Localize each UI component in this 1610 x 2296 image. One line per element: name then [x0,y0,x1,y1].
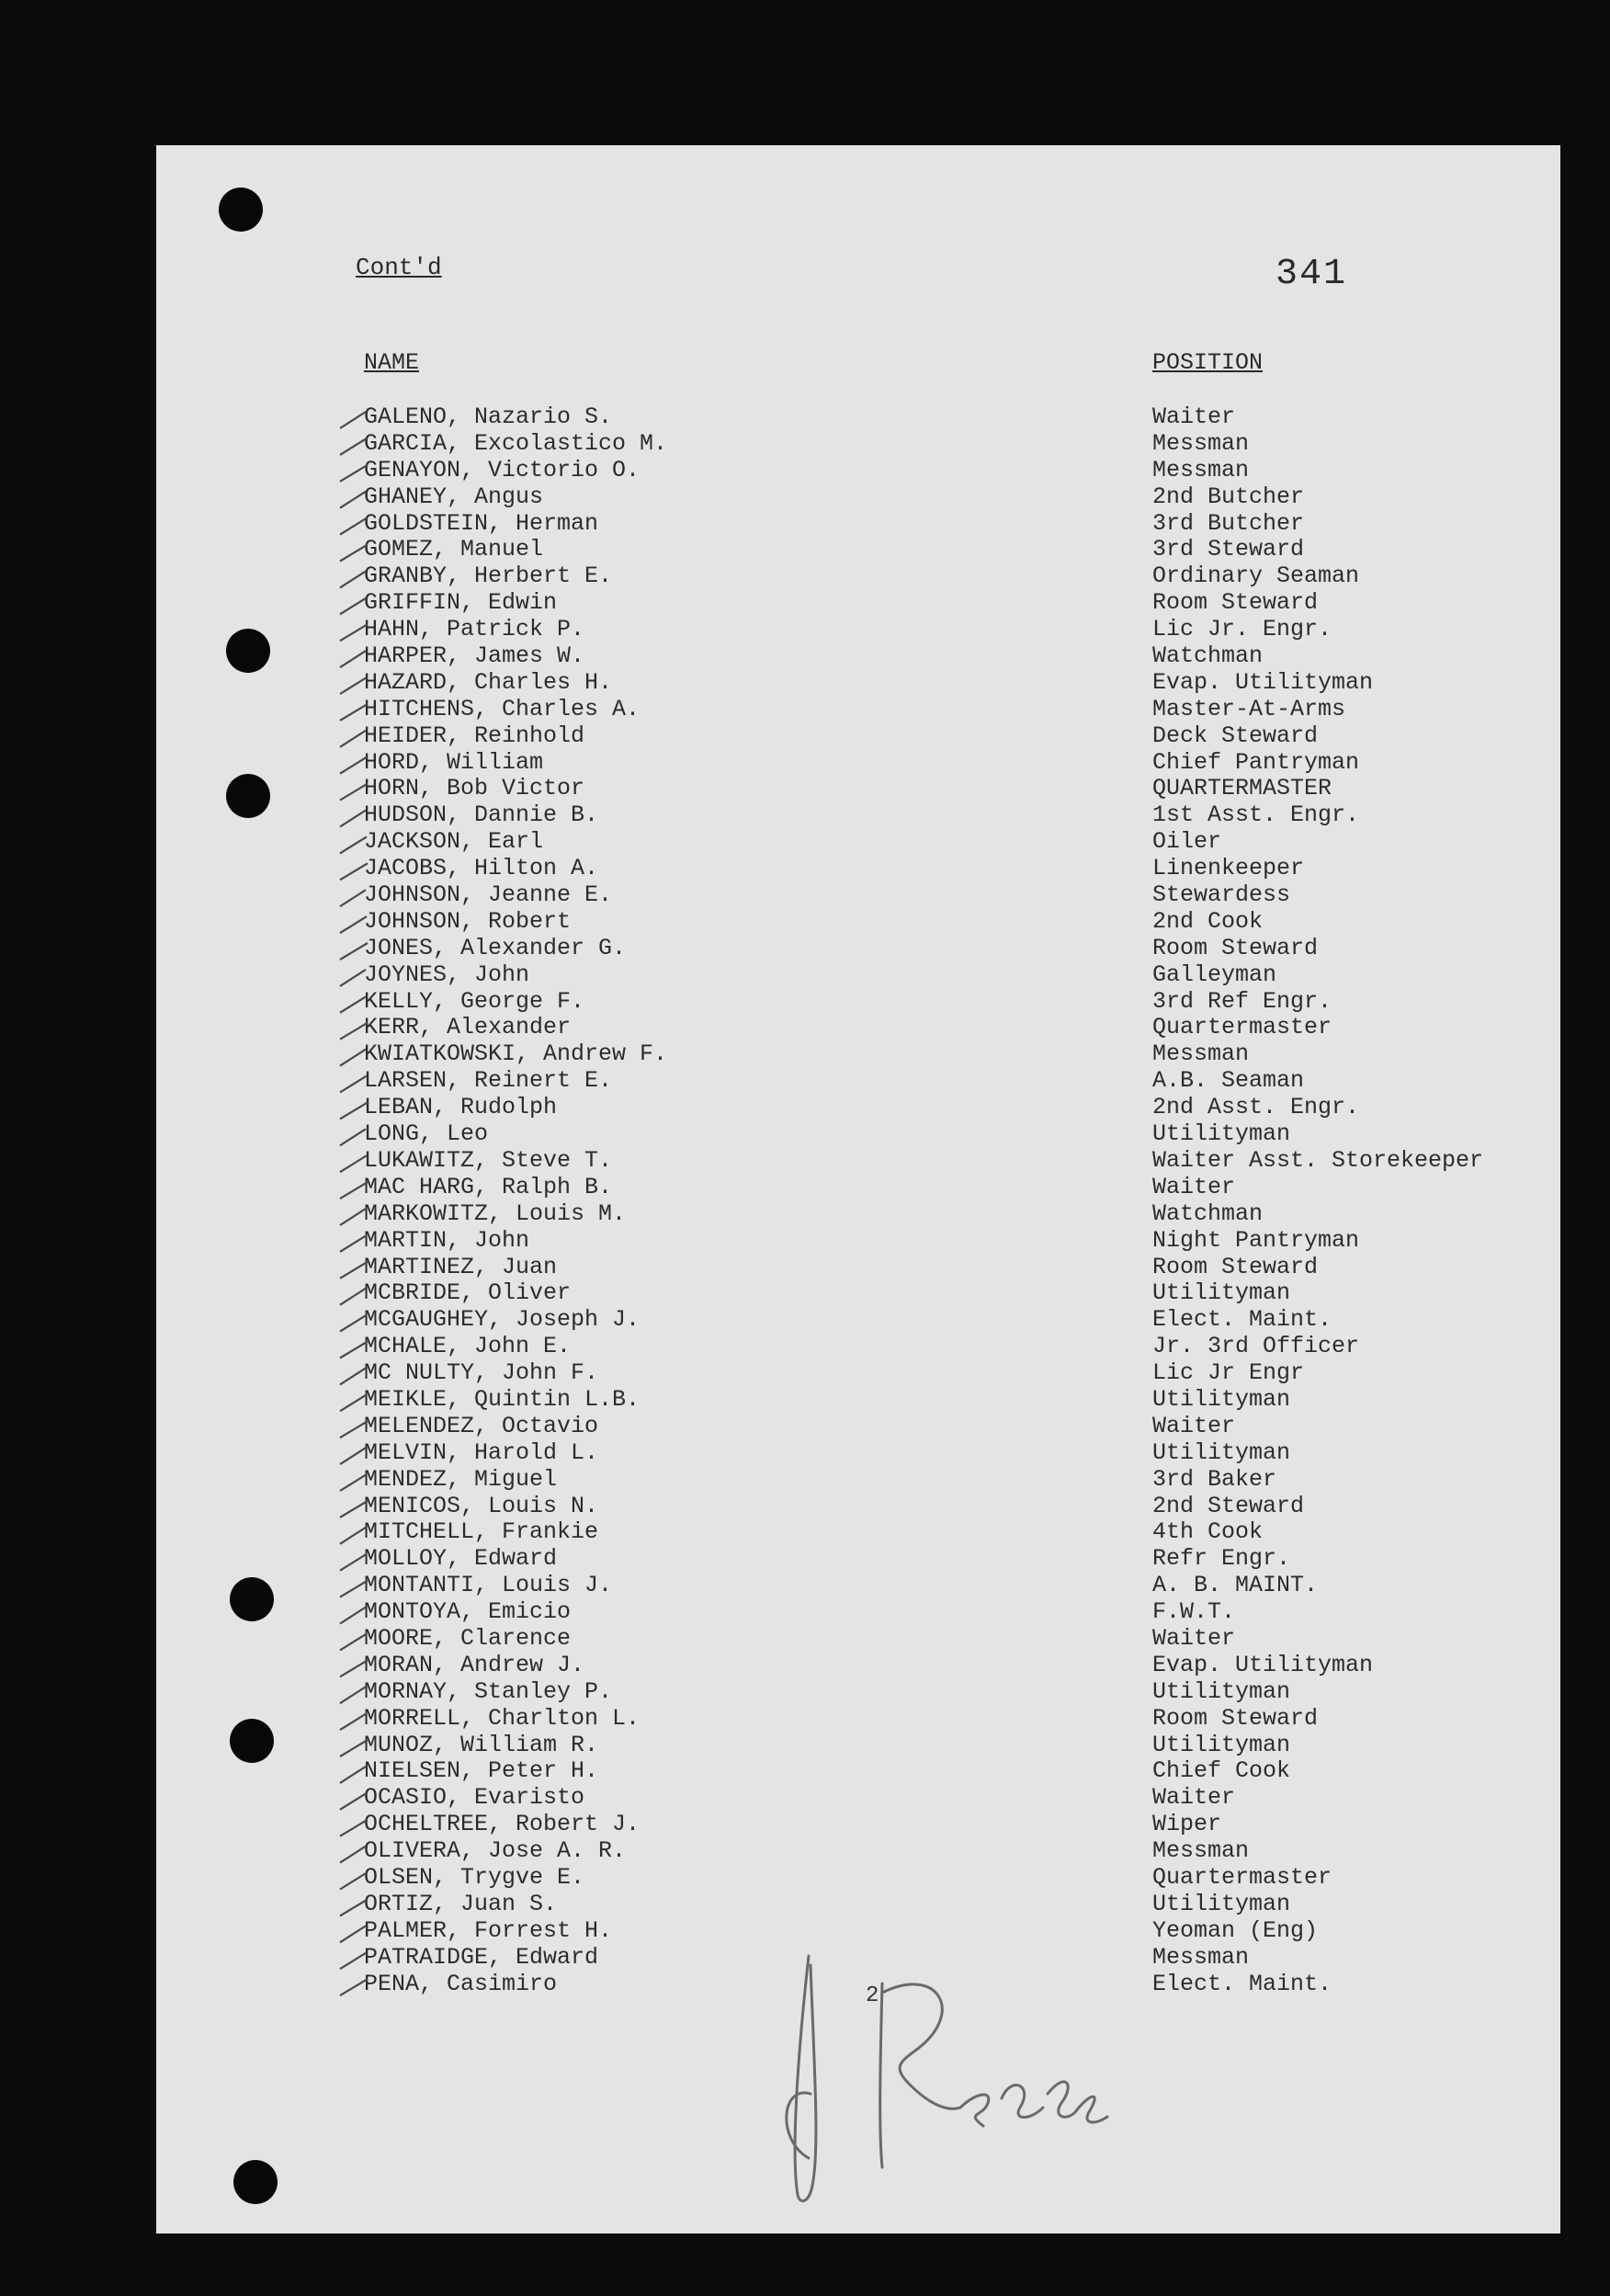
crew-position: 2nd Butcher [1152,483,1305,510]
crew-name: HORD, William [364,748,544,776]
table-row [364,962,1549,989]
crew-position: Stewardess [1152,881,1291,909]
crew-name: GOLDSTEIN, Herman [364,509,599,537]
binder-hole [233,2160,278,2204]
crew-name: GALENO, Nazario S. [364,404,613,430]
crew-name: HEIDER, Reinhold [364,722,585,749]
check-mark [340,1554,367,1571]
crew-name: MEIKLE, Quintin L.B. [364,1385,641,1413]
check-mark [340,651,366,667]
crew-position: Utilityman [1152,1385,1291,1413]
crew-name: MCHALE, John E. [364,1333,572,1360]
crew-name: MCGAUGHEY, Joseph J. [364,1306,641,1334]
crew-position: Quartermaster [1152,1014,1332,1041]
check-mark [340,757,367,774]
crew-position: Galleyman [1152,960,1277,988]
crew-position: Watchman [1152,642,1264,670]
table-row [364,750,1549,777]
check-mark [340,970,366,986]
table-row [364,643,1549,670]
crew-position: Evap. Utilityman [1152,1651,1374,1678]
crew-name: GARCIA, Excolastico M. [364,429,668,457]
check-mark [340,1155,367,1172]
table-row [364,1201,1549,1228]
check-mark [340,836,367,853]
crew-name: MONTOYA, Emicio [364,1598,572,1626]
table-row [364,1653,1549,1679]
check-mark [340,811,366,827]
crew-name: PENA, Casimiro [364,1970,558,1997]
table-row [364,1121,1549,1148]
table-row [364,989,1549,1016]
table-row [364,1733,1549,1759]
table-row [364,882,1549,909]
crew-position: Waiter [1152,404,1236,430]
table-row [364,1467,1549,1494]
crew-name: HARPER, James W. [364,642,585,670]
contd-label: Cont'd [356,254,442,281]
document-page [156,145,1560,2233]
table-row [364,1175,1549,1201]
crew-name: GENAYON, Victorio O. [364,456,641,483]
crew-position: Utilityman [1152,1279,1291,1307]
table-row [364,1148,1549,1175]
table-row [364,1440,1549,1467]
crew-position: Messman [1152,456,1250,483]
table-row [364,1758,1549,1785]
crew-position: Waiter [1152,1412,1236,1439]
crew-position: Linenkeeper [1152,855,1305,882]
check-mark [340,731,366,747]
check-mark [340,1793,367,1810]
table-row [364,1255,1549,1281]
crew-name: LEBAN, Rudolph [364,1094,558,1121]
table-row [364,1228,1549,1255]
crew-position: QUARTERMASTER [1152,775,1332,802]
crew-name: JOYNES, John [364,960,530,988]
crew-name: GOMEZ, Manuel [364,536,544,563]
table-row [364,1519,1549,1546]
table-row [364,458,1549,484]
crew-position: Master-At-Arms [1152,695,1346,722]
check-mark [340,412,366,428]
crew-name: JONES, Alexander G. [364,934,627,961]
crew-position: Evap. Utilityman [1152,668,1374,696]
crew-position: Room Steward [1152,1704,1319,1732]
crew-position: 3rd Butcher [1152,509,1305,537]
check-mark [340,1235,367,1252]
crew-name: MOORE, Clarence [364,1624,572,1652]
check-mark [340,677,367,694]
crew-position: Utilityman [1152,1731,1291,1758]
check-mark [340,890,366,906]
crew-name: MCBRIDE, Oliver [364,1279,572,1307]
check-mark [340,1952,367,1969]
table-row [364,1599,1549,1626]
crew-position: 2nd Cook [1152,907,1264,935]
crew-position: Oiler [1152,828,1222,856]
crew-name: HAZARD, Charles H. [364,668,613,696]
check-mark [340,1129,366,1145]
check-mark [340,518,367,535]
check-mark [340,1448,366,1464]
crew-position: Yeoman (Eng) [1152,1916,1319,1944]
crew-position: Jr. 3rd Officer [1152,1333,1360,1360]
table-row [364,1573,1549,1599]
table-row [364,697,1549,723]
check-mark [340,1633,367,1650]
crew-name: MC NULTY, John F. [364,1359,599,1387]
crew-position: Room Steward [1152,934,1319,961]
sheet-number: 2 [866,1983,879,2008]
table-row [364,909,1549,936]
table-row [364,1015,1549,1041]
crew-name: ORTIZ, Juan S. [364,1890,558,1917]
crew-position: Elect. Maint. [1152,1306,1332,1334]
table-row [364,1838,1549,1865]
crew-position: Messman [1152,1837,1250,1865]
crew-name: KERR, Alexander [364,1014,572,1041]
binder-hole [219,188,263,232]
table-row [364,617,1549,643]
crew-name: OCASIO, Evaristo [364,1784,585,1812]
crew-name: MENDEZ, Miguel [364,1465,558,1493]
crew-position: Refr Engr. [1152,1545,1291,1573]
crew-position: Quartermaster [1152,1863,1332,1891]
check-mark [340,597,367,614]
crew-name: MARTINEZ, Juan [364,1253,558,1280]
crew-position: 4th Cook [1152,1518,1264,1546]
check-mark [340,1873,367,1890]
table-row [364,1387,1549,1414]
table-row [364,1360,1549,1387]
crew-position: Deck Steward [1152,722,1319,749]
check-mark [340,1394,367,1411]
crew-position: A. B. MAINT. [1152,1572,1319,1599]
binder-hole [230,1719,274,1763]
table-row [364,829,1549,856]
crew-position: 3rd Baker [1152,1465,1277,1493]
table-row [364,1812,1549,1838]
crew-position: Wiper [1152,1811,1222,1838]
crew-name: GHANEY, Angus [364,483,544,510]
crew-list [364,404,1549,1997]
crew-position: 3rd Steward [1152,536,1305,563]
crew-name: JACOBS, Hilton A. [364,855,599,882]
check-mark [340,1289,366,1305]
table-row [364,404,1549,431]
check-mark [340,1050,366,1066]
crew-name: PALMER, Forrest H. [364,1916,613,1944]
check-mark [340,1687,366,1703]
crew-position: Chief Pantryman [1152,748,1360,776]
table-row [364,484,1549,511]
position-column-header: POSITION [1152,349,1264,376]
crew-position: 2nd Steward [1152,1492,1305,1519]
table-row [364,1892,1549,1918]
crew-position: 1st Asst. Engr. [1152,801,1360,829]
crew-position: Ordinary Seaman [1152,563,1360,590]
crew-name: MOLLOY, Edward [364,1545,558,1573]
crew-position: F.W.T. [1152,1598,1236,1626]
check-mark [340,916,367,933]
table-row [364,511,1549,538]
check-mark [340,1767,366,1783]
crew-name: KELLY, George F. [364,987,585,1015]
crew-name: HORN, Bob Victor [364,775,585,802]
crew-position: Waiter Asst. Storekeeper [1152,1146,1484,1174]
table-row [364,856,1549,882]
table-row [364,1095,1549,1121]
crew-position: Messman [1152,1040,1250,1068]
check-mark [340,1608,366,1624]
crew-position: Waiter [1152,1624,1236,1652]
crew-name: NIELSEN, Peter H. [364,1757,599,1785]
table-row [364,1679,1549,1706]
table-row [364,802,1549,829]
crew-position: Elect. Maint. [1152,1970,1332,1997]
crew-position: Utilityman [1152,1890,1291,1917]
table-row [364,670,1549,697]
crew-name: MARTIN, John [364,1226,530,1254]
table-row [364,537,1549,563]
check-mark [340,1368,366,1384]
crew-name: JOHNSON, Jeanne E. [364,881,613,909]
table-row [364,1414,1549,1440]
check-mark [340,1315,367,1332]
table-row [364,1307,1549,1334]
crew-name: LARSEN, Reinert E. [364,1067,613,1095]
crew-name: OCHELTREE, Robert J. [364,1811,641,1838]
table-row [364,936,1549,962]
check-mark [340,1076,367,1093]
crew-name: HAHN, Patrick P. [364,616,585,643]
table-row [364,1494,1549,1520]
table-row [364,563,1549,590]
crew-position: Lic Jr. Engr. [1152,616,1332,643]
check-mark [340,492,366,508]
page-number: 341 [1276,254,1348,295]
table-row [364,1068,1549,1095]
check-mark [340,1713,367,1730]
crew-name: MONTANTI, Louis J. [364,1572,613,1599]
table-row [364,1626,1549,1653]
crew-name: MORRELL, Charlton L. [364,1704,641,1732]
table-row [364,1280,1549,1307]
binder-hole [226,629,270,673]
crew-name: OLIVERA, Jose A. R. [364,1837,627,1865]
crew-name: LONG, Leo [364,1120,489,1148]
crew-position: Lic Jr Engr [1152,1359,1305,1387]
crew-name: JACKSON, Earl [364,828,544,856]
crew-name: HUDSON, Dannie B. [364,801,599,829]
check-mark [340,1474,367,1491]
check-mark [340,438,367,455]
crew-position: Room Steward [1152,1253,1319,1280]
crew-position: Utilityman [1152,1438,1291,1466]
table-row [364,1546,1549,1573]
crew-name: GRIFFIN, Edwin [364,589,558,617]
crew-position: Chief Cook [1152,1757,1291,1785]
crew-name: PATRAIDGE, Edward [364,1943,599,1971]
crew-name: MELVIN, Harold L. [364,1438,599,1466]
binder-hole [226,774,270,818]
crew-name: MITCHELL, Frankie [364,1518,599,1546]
check-mark [340,1528,366,1544]
crew-position: Messman [1152,1943,1250,1971]
crew-name: JOHNSON, Robert [364,907,572,935]
table-row [364,1706,1549,1733]
crew-name: MARKOWITZ, Louis M. [364,1199,627,1227]
crew-name: OLSEN, Trygve E. [364,1863,585,1891]
crew-name: GRANBY, Herbert E. [364,563,613,590]
check-mark [340,1926,366,1942]
name-column-header: NAME [364,349,420,376]
crew-name: MORAN, Andrew J. [364,1651,585,1678]
crew-name: MORNAY, Stanley P. [364,1677,613,1705]
crew-name: KWIATKOWSKI, Andrew F. [364,1040,668,1068]
check-mark [340,996,367,1013]
crew-name: LUKAWITZ, Steve T. [364,1146,613,1174]
table-row [364,1785,1549,1812]
table-row [364,1865,1549,1892]
crew-name: MUNOZ, William R. [364,1731,599,1758]
crew-name: MELENDEZ, Octavio [364,1412,599,1439]
crew-position: Room Steward [1152,589,1319,617]
table-row [364,723,1549,750]
crew-name: HITCHENS, Charles A. [364,695,641,722]
crew-position: A.B. Seaman [1152,1067,1305,1095]
crew-position: Utilityman [1152,1677,1291,1705]
crew-position: 3rd Ref Engr. [1152,987,1332,1015]
table-row [364,431,1549,458]
handwritten-signature [772,1928,1287,2296]
table-row [364,1041,1549,1068]
crew-position: Utilityman [1152,1120,1291,1148]
crew-name: MENICOS, Louis N. [364,1492,599,1519]
check-mark [340,1209,366,1225]
binder-hole [230,1577,274,1621]
crew-position: 2nd Asst. Engr. [1152,1094,1360,1121]
crew-position: Waiter [1152,1173,1236,1200]
table-row [364,590,1549,617]
check-mark [340,1847,366,1863]
table-row [364,1334,1549,1360]
check-mark [340,571,366,587]
crew-position: Waiter [1152,1784,1236,1812]
crew-position: Watchman [1152,1199,1264,1227]
crew-position: Night Pantryman [1152,1226,1360,1254]
crew-position: Messman [1152,429,1250,457]
table-row [364,776,1549,802]
crew-name: MAC HARG, Ralph B. [364,1173,613,1200]
